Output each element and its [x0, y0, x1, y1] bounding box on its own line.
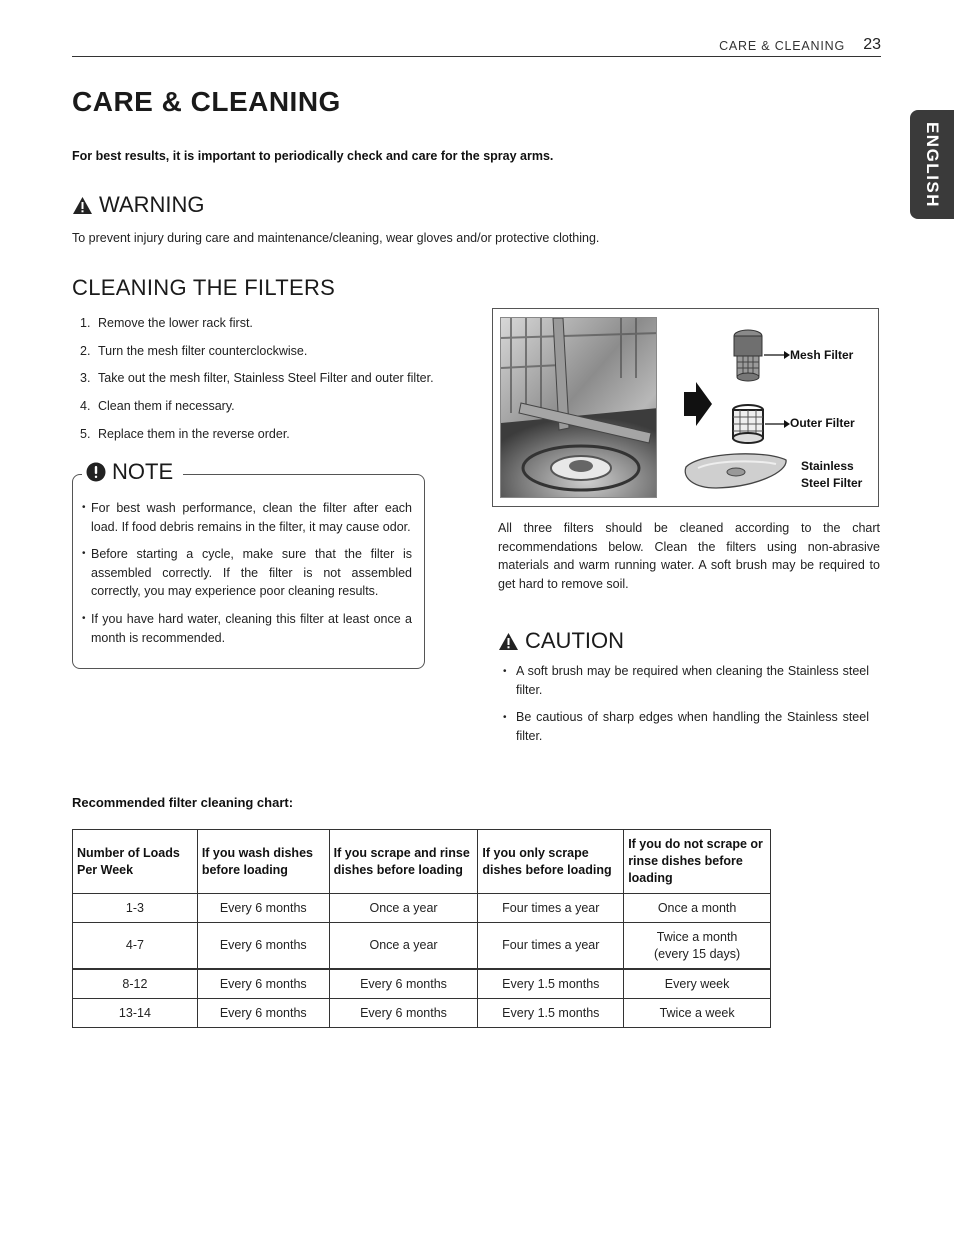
exclamation-icon	[86, 462, 106, 482]
table-cell: Every 6 months	[197, 923, 329, 970]
step-number: 4.	[80, 399, 91, 414]
column-header: If you wash dishes before loading	[197, 830, 329, 894]
table-cell: Once a month	[624, 894, 771, 923]
list-item	[80, 371, 434, 399]
page-title: CARE & CLEANING	[72, 86, 341, 117]
caution-heading-text: CAUTION	[525, 628, 624, 653]
right-arrow-icon	[684, 382, 712, 426]
table-cell: 1-3	[73, 894, 198, 923]
step-number: 1.	[80, 316, 91, 330]
table-cell: Every 6 months	[329, 999, 478, 1028]
stainless-filter-label	[801, 458, 862, 492]
mesh-filter-label: Mesh Filter	[790, 348, 854, 362]
list-item	[80, 316, 434, 344]
table-row	[73, 894, 771, 923]
step-number: 5.	[80, 426, 91, 441]
table-cell: Every 1.5 months	[478, 999, 624, 1028]
table-row	[73, 969, 771, 999]
step-text: Replace them in the reverse order.	[98, 426, 290, 441]
mesh-filter-image	[734, 330, 762, 381]
dishwasher-interior-photo	[500, 317, 657, 498]
table-cell: Four times a year	[478, 894, 624, 923]
language-tab-label: ENGLISH	[923, 121, 942, 208]
table-cell: Twice a week	[624, 999, 771, 1028]
warning-triangle-icon	[498, 632, 519, 651]
table-cell: Every week	[624, 969, 771, 999]
table-header-row	[73, 830, 771, 894]
table-cell: 13-14	[73, 999, 198, 1028]
list-item: • A soft brush may be required when cleaning the Stainless steel filter.	[503, 662, 869, 700]
table-cell: Every 1.5 months	[478, 969, 624, 999]
table-row	[73, 923, 771, 970]
table-cell: Every 6 months	[329, 969, 478, 999]
table-row	[73, 999, 771, 1028]
table-cell: Every 6 months	[197, 969, 329, 999]
note-list	[82, 499, 412, 656]
table-cell: Once a year	[329, 894, 478, 923]
cell-line-1: Twice a month	[656, 929, 738, 944]
language-tab	[910, 110, 954, 219]
list-item: • Be cautious of sharp edges when handling the Stainless steel filter.	[503, 708, 869, 746]
filter-steps-list	[80, 316, 434, 454]
step-number: 3.	[80, 371, 91, 386]
table-cell: 8-12	[73, 969, 198, 999]
list-item: • If you have hard water, cleaning this filter at least once a month is recommended.	[82, 610, 412, 647]
warning-triangle-icon	[72, 196, 93, 215]
step-text: Remove the lower rack first.	[98, 316, 253, 330]
cell-line-2: (every 15 days)	[654, 946, 741, 961]
warning-heading	[72, 192, 205, 218]
step-text: Clean them if necessary.	[98, 399, 235, 414]
list-item	[80, 427, 434, 455]
list-item: • Before starting a cycle, make sure that the filter is assembled correctly. If the filter is not assembled correctly, you may experience poor cleaning results.	[82, 545, 412, 601]
warning-text: To prevent injury during care and maintenance/cleaning, wear gloves and/or protective clothing.	[72, 231, 600, 245]
table-cell: Four times a year	[478, 923, 624, 970]
step-number: 2.	[80, 343, 91, 358]
caution-heading	[498, 628, 624, 654]
filter-cleaning-chart	[72, 829, 771, 1028]
list-item	[80, 399, 434, 427]
stainless-label-line-2: Steel Filter	[801, 476, 863, 490]
list-item: • For best wash performance, clean the filter after each load. If food debris remains in the filter, it may cause odor.	[82, 499, 412, 536]
stainless-filter-image	[685, 454, 786, 488]
filters-paragraph: All three filters should be cleaned according to the chart recommendations below. Clean the filters using non-abrasive materials and warm running water. A soft brush may be required to get hard to remove soil.	[498, 521, 880, 592]
warning-heading-text: WARNING	[99, 192, 205, 217]
table-cell	[624, 923, 771, 970]
column-header: If you only scrape dishes before loading	[478, 830, 624, 894]
filter-parts-drawing	[676, 322, 796, 502]
table-cell: Every 6 months	[197, 999, 329, 1028]
list-item	[80, 344, 434, 372]
table-cell: Every 6 months	[197, 894, 329, 923]
caution-list	[503, 662, 869, 754]
stainless-label-line-1: Stainless	[801, 459, 854, 473]
outer-filter-image	[733, 405, 763, 443]
note-heading-text: NOTE	[112, 459, 174, 484]
outer-filter-label: Outer Filter	[790, 416, 855, 430]
intro-text: For best results, it is important to periodically check and care for the spray arms.	[72, 149, 554, 163]
column-header: Number of Loads Per Week	[73, 830, 198, 894]
filters-heading: CLEANING THE FILTERS	[72, 275, 336, 300]
column-header: If you do not scrape or rinse dishes before loading	[624, 830, 771, 894]
step-text: Turn the mesh filter counterclockwise.	[98, 343, 308, 358]
header-divider	[72, 56, 881, 57]
page-number: 23	[863, 36, 881, 53]
note-heading	[82, 459, 183, 485]
table-cell: 4-7	[73, 923, 198, 970]
header-section-label: CARE & CLEANING	[719, 39, 845, 53]
table-cell: Once a year	[329, 923, 478, 970]
column-header: If you scrape and rinse dishes before loading	[329, 830, 478, 894]
step-text: Take out the mesh filter, Stainless Steel Filter and outer filter.	[98, 371, 434, 386]
chart-title: Recommended filter cleaning chart:	[72, 795, 294, 810]
